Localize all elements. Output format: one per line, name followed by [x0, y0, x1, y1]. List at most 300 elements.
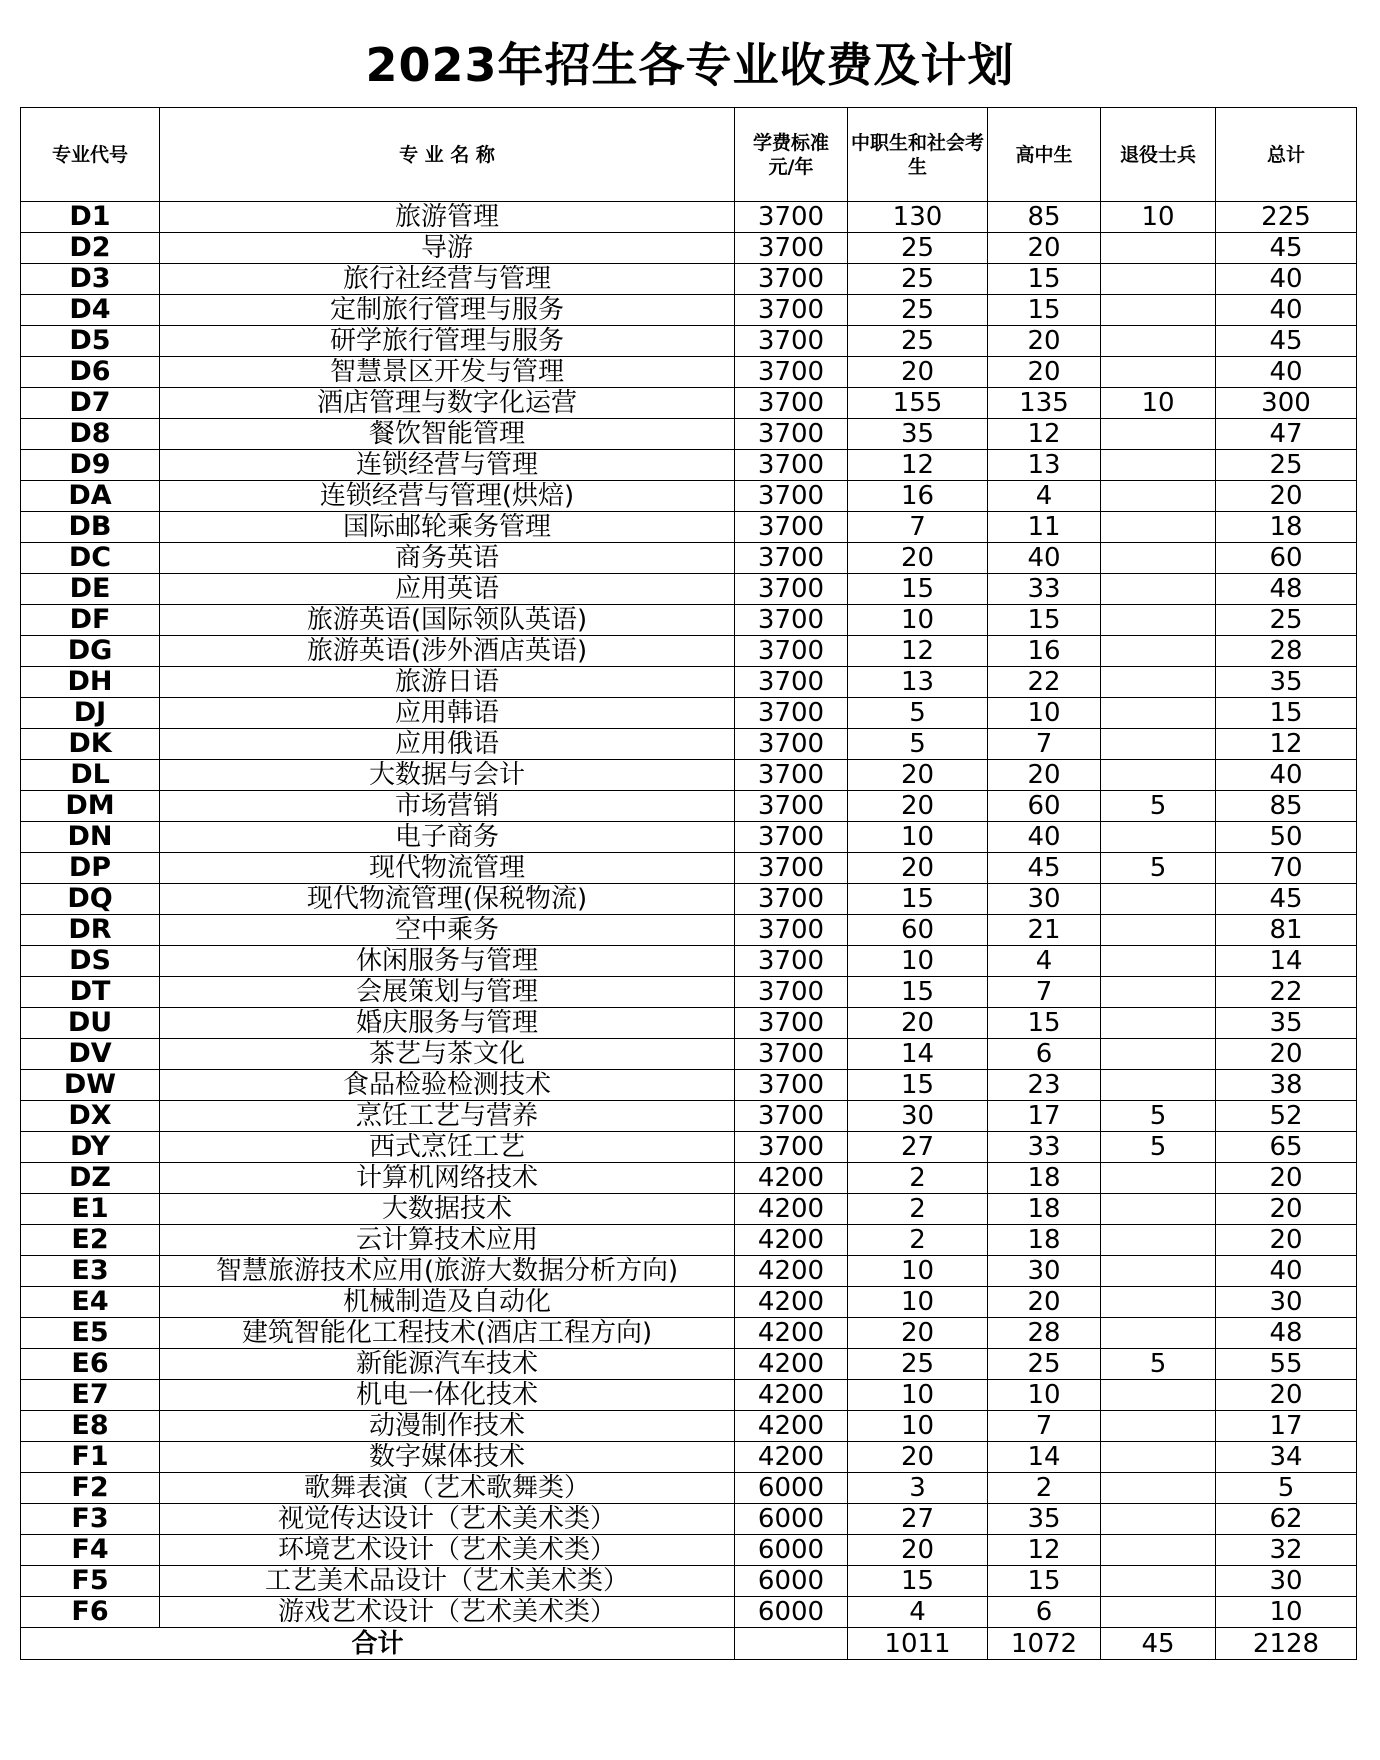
cell-code: F6 [21, 1597, 160, 1628]
cell-total: 48 [1216, 1318, 1357, 1349]
cell-veterans [1101, 1535, 1216, 1566]
cell-fee: 3700 [735, 388, 848, 419]
cell-code: D3 [21, 264, 160, 295]
table-row [21, 1411, 1357, 1442]
cell-highschool: 15 [988, 264, 1101, 295]
cell-vocational: 5 [848, 729, 988, 760]
cell-name: 西式烹饪工艺 [160, 1132, 735, 1163]
cell-highschool: 7 [988, 977, 1101, 1008]
cell-total: 22 [1216, 977, 1357, 1008]
cell-fee: 3700 [735, 760, 848, 791]
cell-code: DB [21, 512, 160, 543]
cell-highschool: 16 [988, 636, 1101, 667]
cell-vocational: 20 [848, 357, 988, 388]
cell-fee: 4200 [735, 1194, 848, 1225]
cell-veterans [1101, 822, 1216, 853]
cell-vocational: 15 [848, 1070, 988, 1101]
cell-highschool: 33 [988, 574, 1101, 605]
cell-vocational: 10 [848, 822, 988, 853]
cell-name: 导游 [160, 233, 735, 264]
table-row [21, 202, 1357, 233]
cell-code: DM [21, 791, 160, 822]
cell-name: 国际邮轮乘务管理 [160, 512, 735, 543]
cell-code: E3 [21, 1256, 160, 1287]
cell-total: 12 [1216, 729, 1357, 760]
cell-fee: 3700 [735, 636, 848, 667]
cell-fee: 3700 [735, 326, 848, 357]
cell-total: 225 [1216, 202, 1357, 233]
table-row [21, 1132, 1357, 1163]
cell-veterans: 10 [1101, 202, 1216, 233]
cell-highschool: 4 [988, 481, 1101, 512]
totals-highschool: 1072 [988, 1628, 1101, 1660]
cell-highschool: 13 [988, 450, 1101, 481]
cell-total: 60 [1216, 543, 1357, 574]
cell-vocational: 2 [848, 1163, 988, 1194]
cell-name: 旅游英语(涉外酒店英语) [160, 636, 735, 667]
cell-code: D1 [21, 202, 160, 233]
table-row [21, 1194, 1357, 1225]
cell-code: DE [21, 574, 160, 605]
cell-highschool: 25 [988, 1349, 1101, 1380]
cell-veterans [1101, 419, 1216, 450]
cell-vocational: 25 [848, 295, 988, 326]
cell-total: 52 [1216, 1101, 1357, 1132]
cell-vocational: 25 [848, 233, 988, 264]
cell-vocational: 15 [848, 1566, 988, 1597]
cell-veterans [1101, 698, 1216, 729]
cell-total: 14 [1216, 946, 1357, 977]
table-row [21, 1256, 1357, 1287]
cell-highschool: 15 [988, 1566, 1101, 1597]
cell-vocational: 10 [848, 946, 988, 977]
table-row [21, 822, 1357, 853]
table-header-row [21, 108, 1357, 202]
cell-fee: 3700 [735, 574, 848, 605]
cell-veterans [1101, 264, 1216, 295]
cell-highschool: 21 [988, 915, 1101, 946]
table-row [21, 574, 1357, 605]
cell-fee: 3700 [735, 1132, 848, 1163]
cell-total: 50 [1216, 822, 1357, 853]
cell-name: 计算机网络技术 [160, 1163, 735, 1194]
table-row [21, 512, 1357, 543]
cell-vocational: 20 [848, 853, 988, 884]
cell-code: DP [21, 853, 160, 884]
cell-vocational: 10 [848, 1256, 988, 1287]
cell-veterans [1101, 1442, 1216, 1473]
table-row [21, 1163, 1357, 1194]
cell-veterans [1101, 1256, 1216, 1287]
cell-veterans [1101, 667, 1216, 698]
cell-total: 35 [1216, 1008, 1357, 1039]
cell-fee: 4200 [735, 1256, 848, 1287]
cell-highschool: 18 [988, 1225, 1101, 1256]
cell-veterans [1101, 1318, 1216, 1349]
cell-code: D7 [21, 388, 160, 419]
cell-vocational: 35 [848, 419, 988, 450]
cell-fee: 4200 [735, 1442, 848, 1473]
cell-fee: 4200 [735, 1287, 848, 1318]
cell-fee: 3700 [735, 791, 848, 822]
cell-veterans [1101, 605, 1216, 636]
cell-total: 28 [1216, 636, 1357, 667]
table-row [21, 1287, 1357, 1318]
cell-name: 游戏艺术设计（艺术美术类） [160, 1597, 735, 1628]
cell-fee: 4200 [735, 1411, 848, 1442]
cell-code: E2 [21, 1225, 160, 1256]
cell-veterans [1101, 574, 1216, 605]
cell-highschool: 20 [988, 233, 1101, 264]
cell-name: 云计算技术应用 [160, 1225, 735, 1256]
cell-veterans [1101, 512, 1216, 543]
cell-code: DL [21, 760, 160, 791]
cell-code: F1 [21, 1442, 160, 1473]
header-name: 专 业 名 称 [160, 108, 735, 202]
cell-name: 茶艺与茶文化 [160, 1039, 735, 1070]
table-row [21, 1349, 1357, 1380]
table-row [21, 326, 1357, 357]
cell-fee: 3700 [735, 698, 848, 729]
cell-name: 应用韩语 [160, 698, 735, 729]
cell-total: 20 [1216, 1380, 1357, 1411]
cell-name: 婚庆服务与管理 [160, 1008, 735, 1039]
cell-fee: 3700 [735, 357, 848, 388]
cell-fee: 6000 [735, 1473, 848, 1504]
table-row [21, 1473, 1357, 1504]
cell-total: 32 [1216, 1535, 1357, 1566]
cell-code: E6 [21, 1349, 160, 1380]
cell-code: F3 [21, 1504, 160, 1535]
cell-code: DW [21, 1070, 160, 1101]
cell-highschool: 20 [988, 1287, 1101, 1318]
totals-veterans: 45 [1101, 1628, 1216, 1660]
cell-name: 定制旅行管理与服务 [160, 295, 735, 326]
cell-total: 20 [1216, 1225, 1357, 1256]
cell-veterans [1101, 1597, 1216, 1628]
cell-highschool: 14 [988, 1442, 1101, 1473]
cell-fee: 3700 [735, 264, 848, 295]
cell-highschool: 7 [988, 729, 1101, 760]
cell-fee: 3700 [735, 1070, 848, 1101]
header-total: 总计 [1216, 108, 1357, 202]
header-vocational: 中职生和社会考生 [848, 108, 988, 202]
cell-fee: 3700 [735, 202, 848, 233]
cell-total: 45 [1216, 884, 1357, 915]
table-row [21, 1380, 1357, 1411]
cell-name: 新能源汽车技术 [160, 1349, 735, 1380]
cell-highschool: 10 [988, 1380, 1101, 1411]
cell-name: 旅游管理 [160, 202, 735, 233]
cell-highschool: 6 [988, 1597, 1101, 1628]
totals-total: 2128 [1216, 1628, 1357, 1660]
cell-veterans [1101, 295, 1216, 326]
cell-vocational: 20 [848, 791, 988, 822]
table-row [21, 1225, 1357, 1256]
cell-veterans [1101, 1287, 1216, 1318]
cell-veterans [1101, 1504, 1216, 1535]
cell-highschool: 45 [988, 853, 1101, 884]
cell-code: DK [21, 729, 160, 760]
cell-name: 旅游英语(国际领队英语) [160, 605, 735, 636]
cell-highschool: 85 [988, 202, 1101, 233]
cell-total: 20 [1216, 1039, 1357, 1070]
table-row [21, 760, 1357, 791]
cell-vocational: 20 [848, 1318, 988, 1349]
cell-code: DZ [21, 1163, 160, 1194]
cell-total: 18 [1216, 512, 1357, 543]
cell-code: D6 [21, 357, 160, 388]
cell-veterans [1101, 915, 1216, 946]
cell-fee: 4200 [735, 1318, 848, 1349]
table-row [21, 605, 1357, 636]
cell-highschool: 15 [988, 1008, 1101, 1039]
cell-code: DF [21, 605, 160, 636]
cell-total: 15 [1216, 698, 1357, 729]
cell-fee: 4200 [735, 1349, 848, 1380]
cell-name: 现代物流管理(保税物流) [160, 884, 735, 915]
cell-vocational: 10 [848, 605, 988, 636]
cell-veterans [1101, 1566, 1216, 1597]
cell-vocational: 15 [848, 574, 988, 605]
cell-fee: 3700 [735, 450, 848, 481]
cell-total: 17 [1216, 1411, 1357, 1442]
cell-vocational: 4 [848, 1597, 988, 1628]
cell-veterans [1101, 1411, 1216, 1442]
cell-fee: 4200 [735, 1225, 848, 1256]
cell-veterans [1101, 1194, 1216, 1225]
cell-name: 商务英语 [160, 543, 735, 574]
cell-vocational: 155 [848, 388, 988, 419]
cell-highschool: 30 [988, 884, 1101, 915]
cell-veterans: 5 [1101, 1132, 1216, 1163]
table-row [21, 1504, 1357, 1535]
cell-total: 25 [1216, 605, 1357, 636]
cell-name: 电子商务 [160, 822, 735, 853]
cell-total: 40 [1216, 760, 1357, 791]
cell-vocational: 13 [848, 667, 988, 698]
cell-highschool: 33 [988, 1132, 1101, 1163]
cell-name: 建筑智能化工程技术(酒店工程方向) [160, 1318, 735, 1349]
cell-name: 数字媒体技术 [160, 1442, 735, 1473]
cell-name: 会展策划与管理 [160, 977, 735, 1008]
cell-vocational: 25 [848, 326, 988, 357]
cell-veterans [1101, 233, 1216, 264]
cell-highschool: 40 [988, 822, 1101, 853]
cell-fee: 3700 [735, 853, 848, 884]
cell-name: 大数据技术 [160, 1194, 735, 1225]
cell-veterans [1101, 326, 1216, 357]
cell-vocational: 20 [848, 760, 988, 791]
totals-row [21, 1628, 1357, 1660]
cell-name: 智慧旅游技术应用(旅游大数据分析方向) [160, 1256, 735, 1287]
cell-veterans [1101, 543, 1216, 574]
cell-name: 餐饮智能管理 [160, 419, 735, 450]
cell-vocational: 12 [848, 636, 988, 667]
cell-code: F2 [21, 1473, 160, 1504]
cell-vocational: 10 [848, 1380, 988, 1411]
cell-name: 大数据与会计 [160, 760, 735, 791]
cell-fee: 3700 [735, 977, 848, 1008]
cell-total: 5 [1216, 1473, 1357, 1504]
cell-code: D5 [21, 326, 160, 357]
cell-fee: 3700 [735, 729, 848, 760]
cell-code: DY [21, 1132, 160, 1163]
cell-highschool: 22 [988, 667, 1101, 698]
cell-total: 40 [1216, 1256, 1357, 1287]
cell-name: 烹饪工艺与营养 [160, 1101, 735, 1132]
cell-total: 34 [1216, 1442, 1357, 1473]
cell-total: 10 [1216, 1597, 1357, 1628]
table-row [21, 667, 1357, 698]
cell-code: DV [21, 1039, 160, 1070]
cell-veterans [1101, 1473, 1216, 1504]
cell-code: D2 [21, 233, 160, 264]
cell-name: 现代物流管理 [160, 853, 735, 884]
cell-fee: 3700 [735, 667, 848, 698]
cell-total: 30 [1216, 1566, 1357, 1597]
cell-highschool: 4 [988, 946, 1101, 977]
cell-name: 应用俄语 [160, 729, 735, 760]
cell-veterans: 5 [1101, 1349, 1216, 1380]
header-code: 专业代号 [21, 108, 160, 202]
table-row [21, 1101, 1357, 1132]
cell-vocational: 16 [848, 481, 988, 512]
table-row [21, 1318, 1357, 1349]
cell-fee: 3700 [735, 481, 848, 512]
totals-fee [735, 1628, 848, 1660]
cell-veterans [1101, 1070, 1216, 1101]
cell-veterans [1101, 977, 1216, 1008]
cell-code: D8 [21, 419, 160, 450]
cell-total: 40 [1216, 357, 1357, 388]
cell-code: E7 [21, 1380, 160, 1411]
cell-fee: 3700 [735, 1039, 848, 1070]
cell-total: 35 [1216, 667, 1357, 698]
cell-fee: 3700 [735, 543, 848, 574]
cell-fee: 3700 [735, 946, 848, 977]
cell-vocational: 20 [848, 1008, 988, 1039]
cell-highschool: 2 [988, 1473, 1101, 1504]
table-row [21, 884, 1357, 915]
table-row [21, 450, 1357, 481]
cell-name: 动漫制作技术 [160, 1411, 735, 1442]
cell-code: DU [21, 1008, 160, 1039]
cell-vocational: 25 [848, 264, 988, 295]
cell-total: 55 [1216, 1349, 1357, 1380]
cell-total: 300 [1216, 388, 1357, 419]
cell-highschool: 28 [988, 1318, 1101, 1349]
table-row [21, 388, 1357, 419]
cell-highschool: 20 [988, 357, 1101, 388]
cell-total: 40 [1216, 295, 1357, 326]
cell-total: 48 [1216, 574, 1357, 605]
cell-total: 45 [1216, 233, 1357, 264]
cell-fee: 3700 [735, 822, 848, 853]
cell-highschool: 15 [988, 605, 1101, 636]
cell-vocational: 30 [848, 1101, 988, 1132]
cell-veterans [1101, 1380, 1216, 1411]
cell-code: E1 [21, 1194, 160, 1225]
cell-vocational: 25 [848, 1349, 988, 1380]
cell-code: F5 [21, 1566, 160, 1597]
cell-code: E8 [21, 1411, 160, 1442]
cell-highschool: 20 [988, 760, 1101, 791]
cell-fee: 6000 [735, 1535, 848, 1566]
cell-code: D9 [21, 450, 160, 481]
totals-vocational: 1011 [848, 1628, 988, 1660]
cell-vocational: 14 [848, 1039, 988, 1070]
table-row [21, 1566, 1357, 1597]
table-row [21, 636, 1357, 667]
cell-highschool: 15 [988, 295, 1101, 326]
cell-veterans [1101, 1039, 1216, 1070]
cell-vocational: 20 [848, 543, 988, 574]
cell-code: DJ [21, 698, 160, 729]
table-row [21, 915, 1357, 946]
cell-highschool: 30 [988, 1256, 1101, 1287]
cell-highschool: 17 [988, 1101, 1101, 1132]
cell-vocational: 20 [848, 1535, 988, 1566]
table-row [21, 481, 1357, 512]
cell-name: 休闲服务与管理 [160, 946, 735, 977]
cell-veterans [1101, 357, 1216, 388]
cell-name: 酒店管理与数字化运营 [160, 388, 735, 419]
cell-total: 85 [1216, 791, 1357, 822]
cell-vocational: 5 [848, 698, 988, 729]
cell-fee: 3700 [735, 1008, 848, 1039]
cell-fee: 3700 [735, 1101, 848, 1132]
cell-highschool: 18 [988, 1194, 1101, 1225]
cell-code: D4 [21, 295, 160, 326]
cell-fee: 4200 [735, 1380, 848, 1411]
header-fee: 学费标准元/年 [735, 108, 848, 202]
cell-fee: 6000 [735, 1504, 848, 1535]
cell-fee: 3700 [735, 512, 848, 543]
cell-veterans [1101, 1163, 1216, 1194]
cell-fee: 6000 [735, 1566, 848, 1597]
cell-name: 连锁经营与管理 [160, 450, 735, 481]
cell-fee: 4200 [735, 1163, 848, 1194]
cell-code: F4 [21, 1535, 160, 1566]
cell-fee: 3700 [735, 605, 848, 636]
cell-highschool: 11 [988, 512, 1101, 543]
table-row [21, 791, 1357, 822]
cell-total: 20 [1216, 1194, 1357, 1225]
table-row [21, 853, 1357, 884]
cell-total: 40 [1216, 264, 1357, 295]
cell-code: DT [21, 977, 160, 1008]
cell-code: DX [21, 1101, 160, 1132]
cell-vocational: 7 [848, 512, 988, 543]
cell-name: 视觉传达设计（艺术美术类） [160, 1504, 735, 1535]
cell-fee: 3700 [735, 295, 848, 326]
cell-veterans [1101, 1225, 1216, 1256]
cell-code: DQ [21, 884, 160, 915]
cell-total: 70 [1216, 853, 1357, 884]
header-highschool: 高中生 [988, 108, 1101, 202]
cell-highschool: 18 [988, 1163, 1101, 1194]
cell-vocational: 60 [848, 915, 988, 946]
cell-total: 25 [1216, 450, 1357, 481]
cell-code: E5 [21, 1318, 160, 1349]
cell-highschool: 60 [988, 791, 1101, 822]
cell-name: 旅行社经营与管理 [160, 264, 735, 295]
cell-veterans [1101, 636, 1216, 667]
table-body [21, 202, 1357, 1628]
table-row [21, 1039, 1357, 1070]
cell-name: 环境艺术设计（艺术美术类） [160, 1535, 735, 1566]
